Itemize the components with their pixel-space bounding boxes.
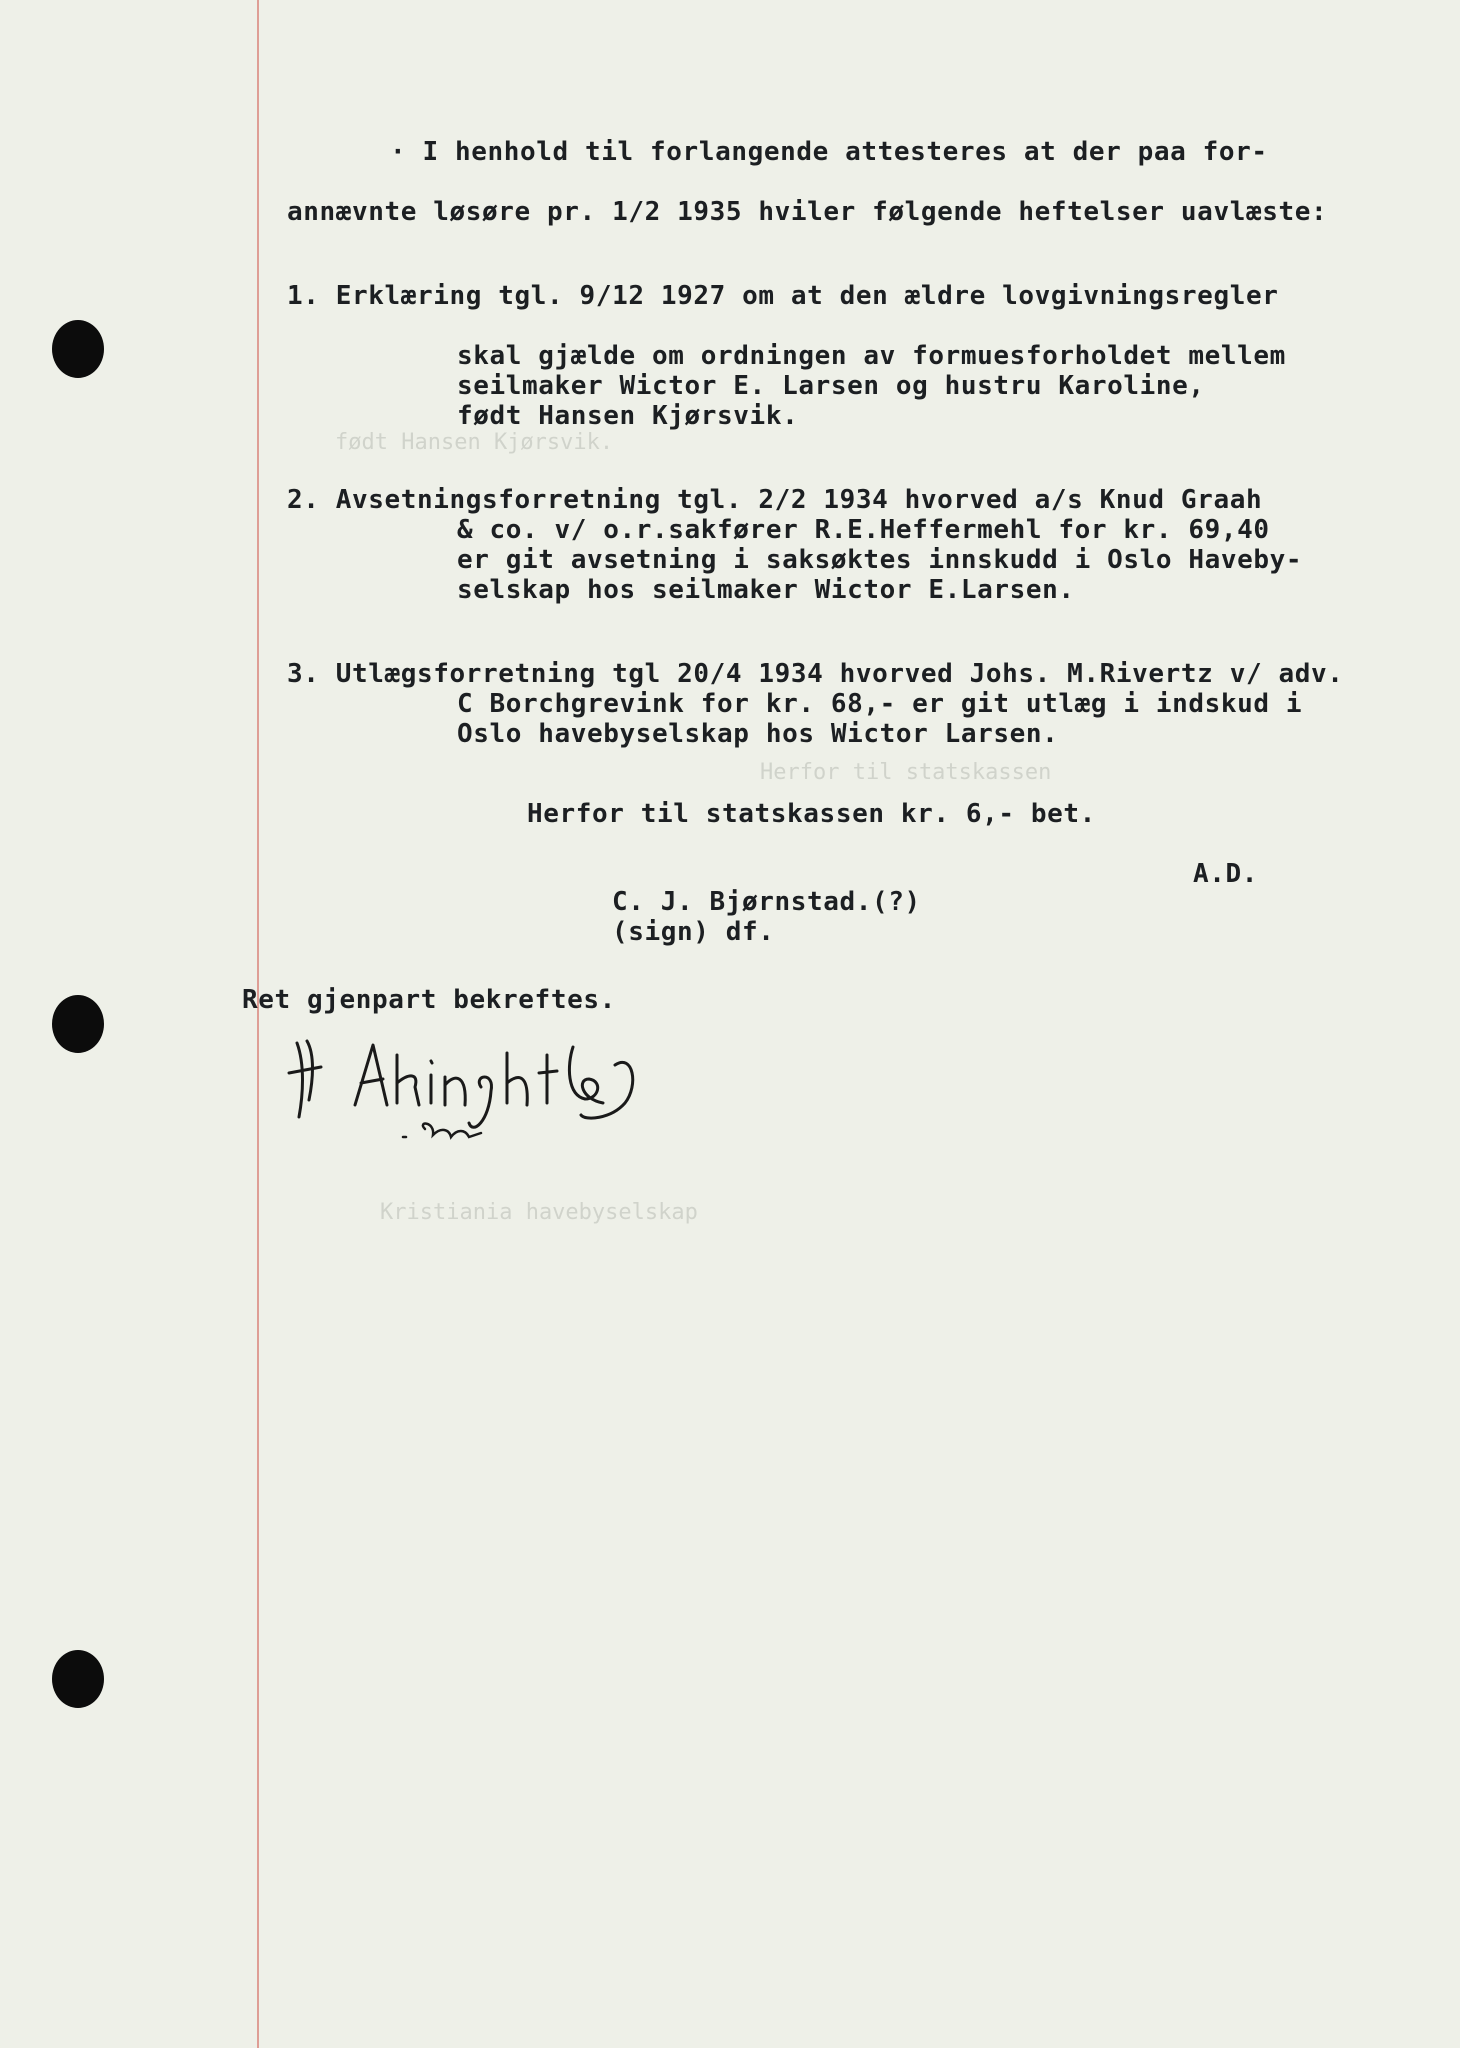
red-margin-line xyxy=(257,0,259,2048)
intro-line: · I henhold til forlangende attesteres at der paa for- xyxy=(390,137,1268,167)
item-2-line: er git avsetning i saksøktes innskudd i Oslo Haveby- xyxy=(457,545,1303,575)
fee-line: Herfor til statskassen kr. 6,- bet. xyxy=(527,799,1096,829)
item-1-line: født Hansen Kjørsvik. xyxy=(457,401,799,431)
bleed-through-text: født Hansen Kjørsvik. xyxy=(335,430,614,455)
signer-note: (sign) df. xyxy=(612,917,775,947)
punch-hole xyxy=(52,1650,104,1708)
bleed-through-text: Herfor til statskassen xyxy=(760,760,1052,785)
item-2-line: selskap hos seilmaker Wictor E.Larsen. xyxy=(457,575,1075,605)
signer-name: C. J. Bjørnstad.(?) xyxy=(612,887,921,917)
item-1-line: skal gjælde om ordningen av formuesforholdet mellem xyxy=(457,341,1286,371)
item-3-heading: 3. Utlægsforretning tgl 20/4 1934 hvorved Johs. M.Rivertz v/ adv. xyxy=(287,659,1344,689)
item-2-line: & co. v/ o.r.sakfører R.E.Heffermehl for kr. 69,40 xyxy=(457,515,1270,545)
certification-text: Ret gjenpart bekreftes. xyxy=(242,985,616,1015)
item-3-line: C Borchgrevink for kr. 68,- er git utlæg i indskud i xyxy=(457,689,1303,719)
ad-initials: A.D. xyxy=(1193,859,1259,889)
punch-hole xyxy=(52,320,104,378)
handwritten-signature xyxy=(285,1025,725,1155)
intro-line: annævnte løsøre pr. 1/2 1935 hviler følgende heftelser uavlæste: xyxy=(287,197,1328,227)
item-3-line: Oslo havebyselskap hos Wictor Larsen. xyxy=(457,719,1059,749)
bleed-through-text: Kristiania havebyselskap xyxy=(380,1200,698,1225)
item-2-heading: 2. Avsetningsforretning tgl. 2/2 1934 hvorved a/s Knud Graah xyxy=(287,485,1263,515)
punch-hole xyxy=(52,995,104,1053)
item-1-heading: 1. Erklæring tgl. 9/12 1927 om at den ældre lovgivningsregler xyxy=(287,281,1279,311)
item-1-line: seilmaker Wictor E. Larsen og hustru Karoline, xyxy=(457,371,1205,401)
